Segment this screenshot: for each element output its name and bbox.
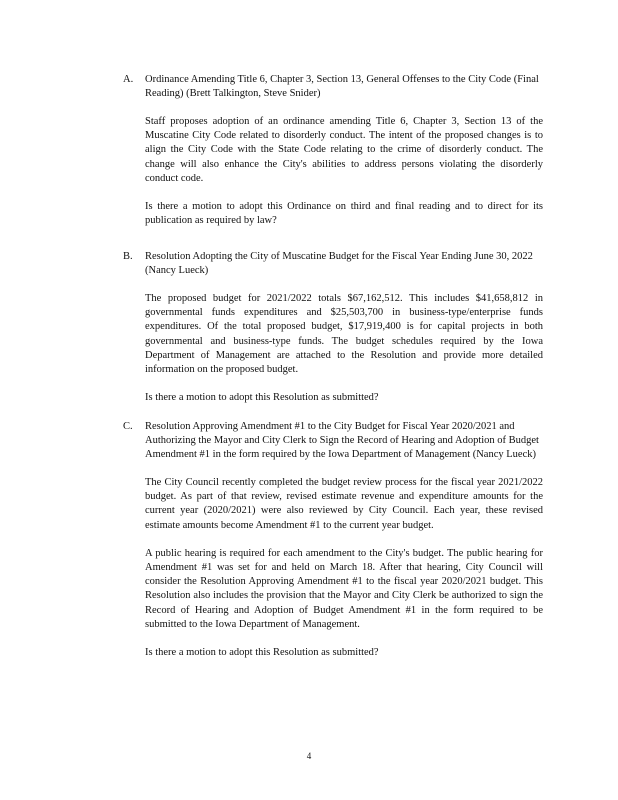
agenda-item-a: [123, 73, 543, 242]
item-paragraph: Is there a motion to adopt this Ordinance on third and final reading and to direct for its publication as required by law?: [145, 201, 543, 227]
item-paragraph: A public hearing is required for each amendment to the City's budget. The public hearing for Amendment #1 was set for and held on March 18. After that hearing, City Council will consider the Resolution Approving Amendment #1 to the fiscal year 2020/2021 budget. This Resolution also includes the provision that the Mayor and City Clerk be authorized to sign the Record of Hearing and Adoption of Budget Amendment #1 in the form required to be submitted to the Iowa Department of Management.: [145, 547, 543, 630]
item-title: Resolution Adopting the City of Muscatine Budget for the Fiscal Year Ending June 30, 2022 (Nancy Lueck): [145, 251, 533, 276]
item-body: [145, 420, 543, 660]
item-paragraph: Is there a motion to adopt this Resolution as submitted?: [145, 392, 379, 404]
item-paragraph: The proposed budget for 2021/2022 totals $67,162,512. This includes $41,658,812 in governmental funds expenditures and $25,503,700 in business-type/enterprise funds expenditures. Of the total proposed budget, $17,919,400 is for capital projects in both governmental and business-type funds. The budget schedules required by the Iowa Department of Management are attached to the Resolution and provide more detailed information on the proposed budget.: [145, 293, 543, 376]
item-letter: B.: [123, 251, 133, 262]
agenda-item-b: [123, 250, 543, 419]
item-title: Resolution Approving Amendment #1 to the City Budget for Fiscal Year 2020/2021 and Authorizing the Mayor and City Clerk to Sign the Record of Hearing and Adoption of Budget Amendment #1 in the form required by the Iowa Department of Management (Nancy Lueck): [145, 421, 539, 460]
item-letter: C.: [123, 421, 133, 432]
item-title: Ordinance Amending Title 6, Chapter 3, Section 13, General Offenses to the City Code (Final Reading) (Brett Talkington, Steve Snider): [145, 74, 539, 99]
agenda-item-c: [123, 420, 543, 674]
item-paragraph: Staff proposes adoption of an ordinance amending Title 6, Chapter 3, Section 13 of the Muscatine City Code related to disorderly conduct. The intent of the proposed changes is to align the City Code with the State Code relating to the crime of disorderly conduct. The change will also enhance the City's abilities to address persons violating the disorderly conduct code.: [145, 116, 543, 184]
page-number: 4: [306, 751, 312, 761]
item-body: [145, 250, 543, 405]
item-body: [145, 73, 543, 228]
item-paragraph: Is there a motion to adopt this Resolution as submitted?: [145, 647, 379, 659]
item-paragraph: The City Council recently completed the budget review process for the fiscal year 2021/2022 budget. As part of that review, revised estimate revenue and expenditure amounts for the current year (2020/2021) were also reviewed by City Council. Each year, these revised estimate amounts become Amendment #1 to the current year budget.: [145, 477, 543, 531]
item-letter: A.: [123, 74, 134, 85]
